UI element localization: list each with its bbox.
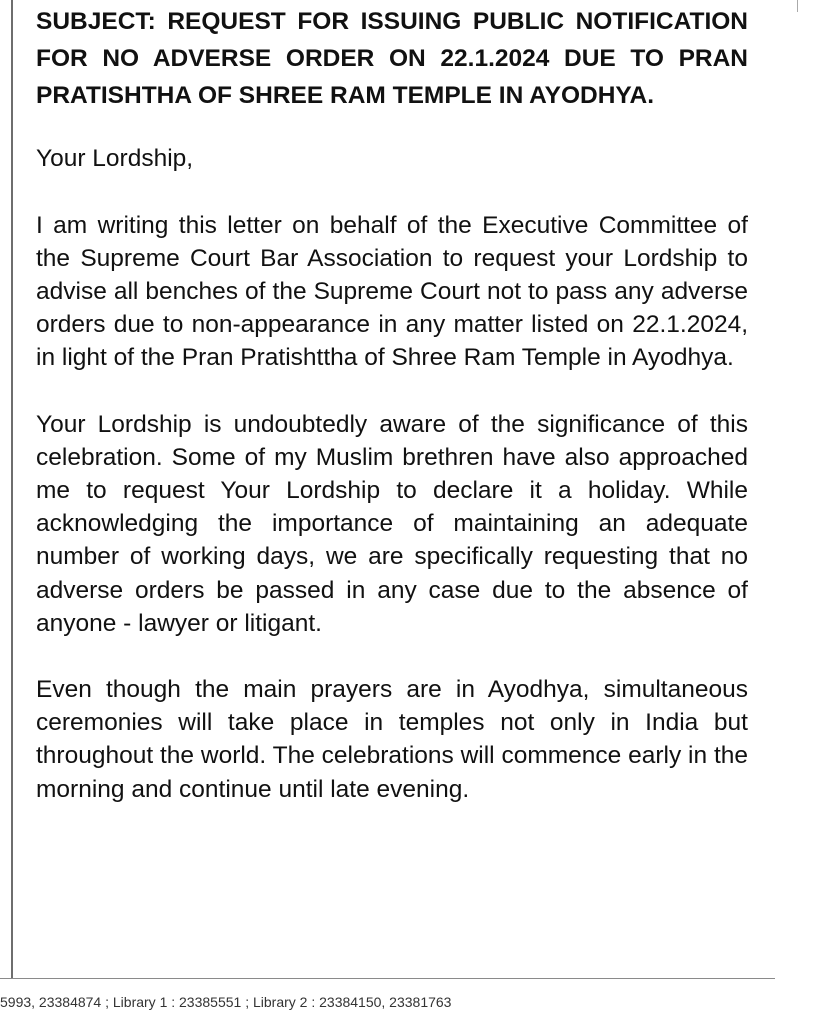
footer-divider bbox=[0, 978, 775, 979]
page-right-border bbox=[797, 0, 798, 12]
footer-contact-line: 5993, 23384874 ; Library 1 : 23385551 ; Library 2 : 23384150, 23381763 bbox=[0, 994, 452, 1010]
page-left-border bbox=[11, 0, 13, 978]
letter-paragraph: I am writing this letter on behalf of the Executive Committee of the Supreme Court Bar Association to request your Lordship to advise all benches of the Supreme Court not to pass any adverse orders due to non-appearance in any matter listed on 22.1.2024, in light of the Pran Pratishttha of Shree Ram Temple in Ayodhya. bbox=[36, 211, 748, 372]
letter-paragraph: Even though the main prayers are in Ayodhya, simultaneous ceremonies will take place in temples not only in India but throughout the world. The celebrations will commence early in the morning and continue until late evening. bbox=[36, 676, 748, 803]
letter-paragraph: Your Lordship is undoubtedly aware of the significance of this celebration. Some of my Muslim brethren have also approached me to request Your Lordship to declare it a holiday. While acknowledging the importance of maintaining an adequate number of working days, we are specifically requesting that no adverse orders be passed in any case due to the absence of anyone - lawyer or litigant. bbox=[36, 410, 748, 637]
letter-body bbox=[36, 4, 748, 806]
letter-salutation: Your Lordship, bbox=[36, 145, 194, 173]
letter-subject: SUBJECT: REQUEST FOR ISSUING PUBLIC NOTIFICATION FOR NO ADVERSE ORDER ON 22.1.2024 DUE TO PRAN PRATISHTHA OF SHREE RAM TEMPLE IN AYODHYA. bbox=[36, 8, 748, 109]
